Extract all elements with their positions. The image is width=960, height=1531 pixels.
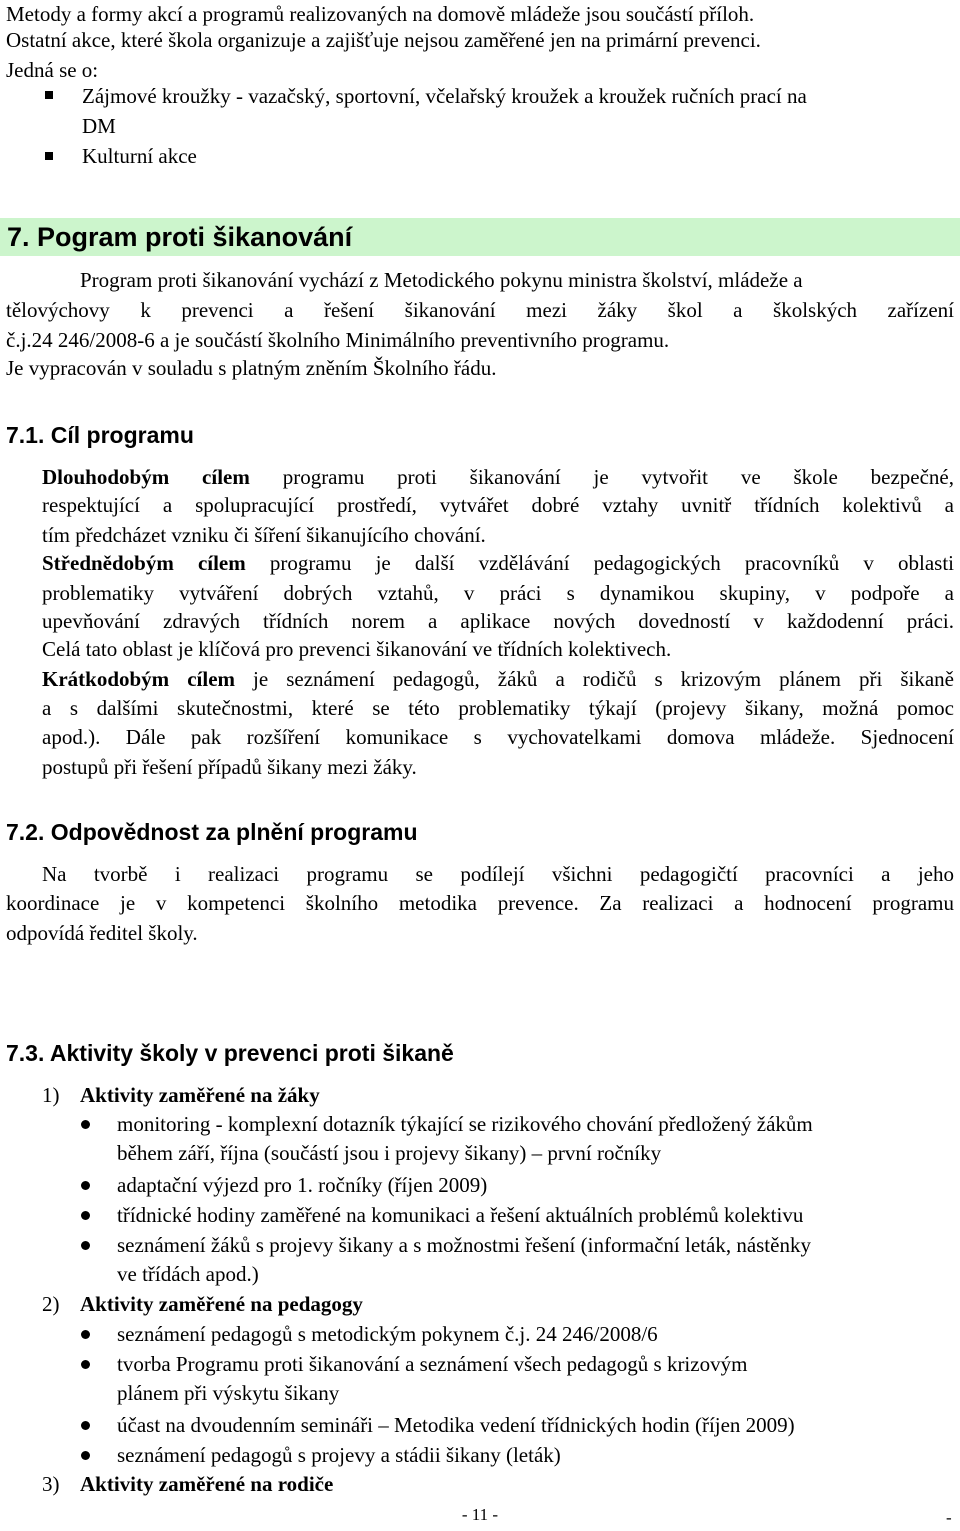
group-3-title: Aktivity zaměřené na rodiče (80, 1472, 334, 1496)
mid-term-goal-line-4: Celá tato oblast je klíčová pro prevenci šikanování ve třídních kolektivech. (42, 637, 672, 661)
group-2-item-1: seznámení pedagogů s metodickým pokynem č.j. 24 246/2008/6 (117, 1322, 658, 1346)
section-7-para-line-1: Program proti šikanování vychází z Metodického pokynu ministra školství, mládeže a (80, 268, 803, 292)
responsibility-line-1: Na tvorbě i realizaci programu se podílejí všichni pedagogičtí pracovníci a jeho (42, 862, 954, 886)
group-3-number: 3) (42, 1472, 60, 1496)
group-2-item-2-cont: plánem při výskytu šikany (117, 1381, 340, 1405)
intro-bullet-1-cont: DM (82, 114, 116, 138)
responsibility-line-3: odpovídá ředitel školy. (6, 921, 198, 945)
group-2-number: 2) (42, 1292, 60, 1316)
short-term-goal-line-1: Krátkodobým cílem je seznámení pedagogů, žáků a rodičů s krizovým plánem při šikaně (42, 667, 954, 691)
short-term-goal-line-2: a s dalšími skutečnostmi, které se této problematiky týkají (projevy šikany, možná pomoc (42, 696, 954, 720)
group-1-item-2: adaptační výjezd pro 1. ročníky (říjen 2009) (117, 1173, 488, 1197)
group-1-number: 1) (42, 1083, 60, 1107)
section-7-heading: 7. Pogram proti šikanování (0, 218, 960, 256)
group-2-title: Aktivity zaměřené na pedagogy (80, 1292, 363, 1316)
group-1-item-1-cont: během září, října (součástí jsou i projevy šikany) – první ročníky (117, 1141, 662, 1165)
short-term-goal-line-3: apod.). Dále pak rozšíření komunikace s vychovatelkami domova mládeže. Sjednocení (42, 725, 954, 749)
section-7-para-line-3: č.j.24 246/2008-6 a je součástí školního Minimálního preventivního programu. (6, 328, 670, 352)
mid-term-goal-line-3: upevňování zdravých třídních norem a aplikace nových dovedností v každodenní práci. (42, 609, 954, 633)
group-2-item-3: účast na dvoudenním semináři – Metodika vedení třídnických hodin (říjen 2009) (117, 1413, 795, 1437)
group-2-item-4: seznámení pedagogů s projevy a stádii šikany (leták) (117, 1443, 561, 1467)
group-2-item-2: tvorba Programu proti šikanování a seznámení všech pedagogů s krizovým (117, 1352, 748, 1376)
long-term-goal-line-1: Dlouhodobým cílem programu proti šikanování je vytvořit ve škole bezpečné, (42, 465, 954, 489)
short-term-goal-line-4: postupů při řešení případů šikany mezi žáky. (42, 755, 417, 779)
responsibility-line-2: koordinace je v kompetenci školního metodika prevence. Za realizaci a hodnocení programu (6, 891, 954, 915)
page-number: - 11 - (461, 1505, 499, 1524)
group-1-item-4-cont: ve třídách apod.) (117, 1262, 259, 1286)
bullet-dot-icon (81, 1241, 90, 1250)
intro-line-3: Jedná se o: (6, 58, 99, 82)
intro-line-1: Metody a formy akcí a programů realizovaných na domově mládeže jsou součástí příloh. (6, 2, 755, 26)
bullet-dot-icon (81, 1120, 90, 1129)
section-7-2-heading: 7.2. Odpovědnost za plnění programu (6, 819, 418, 845)
section-7-3-heading: 7.3. Aktivity školy v prevenci proti šikaně (6, 1040, 454, 1066)
bullet-dot-icon (81, 1451, 90, 1460)
group-1-item-3: třídnické hodiny zaměřené na komunikaci a řešení aktuálních problémů kolektivu (117, 1203, 804, 1227)
group-1-item-4: seznámení žáků s projevy šikany a s možnostmi řešení (informační leták, nástěnky (117, 1233, 811, 1257)
intro-bullet-2: Kulturní akce (82, 144, 197, 168)
intro-bullet-1: Zájmové kroužky - vazačský, sportovní, včelařský kroužek a kroužek ručních prací na (82, 84, 807, 108)
long-term-goal-line-3: tím předcházet vzniku či šíření šikanujícího chování. (42, 523, 486, 547)
bullet-dot-icon (81, 1330, 90, 1339)
bullet-dot-icon (81, 1181, 90, 1190)
bullet-dot-icon (81, 1211, 90, 1220)
long-term-goal-line-2: respektující a spolupracující prostředí, vytvářet dobré vztahy uvnitř třídních kolektivů a (42, 493, 954, 517)
intro-line-2: Ostatní akce, které škola organizuje a zajišťuje nejsou zaměřené jen na primární prevenci. (6, 28, 761, 52)
group-1-item-1: monitoring - komplexní dotazník týkající se rizikového chování předložený žákům (117, 1112, 813, 1136)
bullet-dot-icon (81, 1421, 90, 1430)
mid-term-goal-line-1: Střednědobým cílem programu je další vzdělávání pedagogických pracovníků v oblasti (42, 551, 954, 575)
group-1-title: Aktivity zaměřené na žáky (80, 1083, 320, 1107)
square-bullet-icon (45, 91, 53, 99)
square-bullet-icon (45, 152, 53, 160)
bullet-dot-icon (81, 1360, 90, 1369)
section-7-para-line-2: tělovýchovy k prevenci a řešení šikanování mezi žáky škol a školských zařízení (6, 298, 954, 322)
corner-mark: - (946, 1508, 952, 1527)
mid-term-goal-line-2: problematiky vytváření dobrých vztahů, v práci s dynamikou skupiny, v podpoře a (42, 581, 954, 605)
section-7-1-heading: 7.1. Cíl programu (6, 422, 194, 448)
section-7-para-line-4: Je vypracován v souladu s platným zněním Školního řádu. (6, 356, 497, 380)
